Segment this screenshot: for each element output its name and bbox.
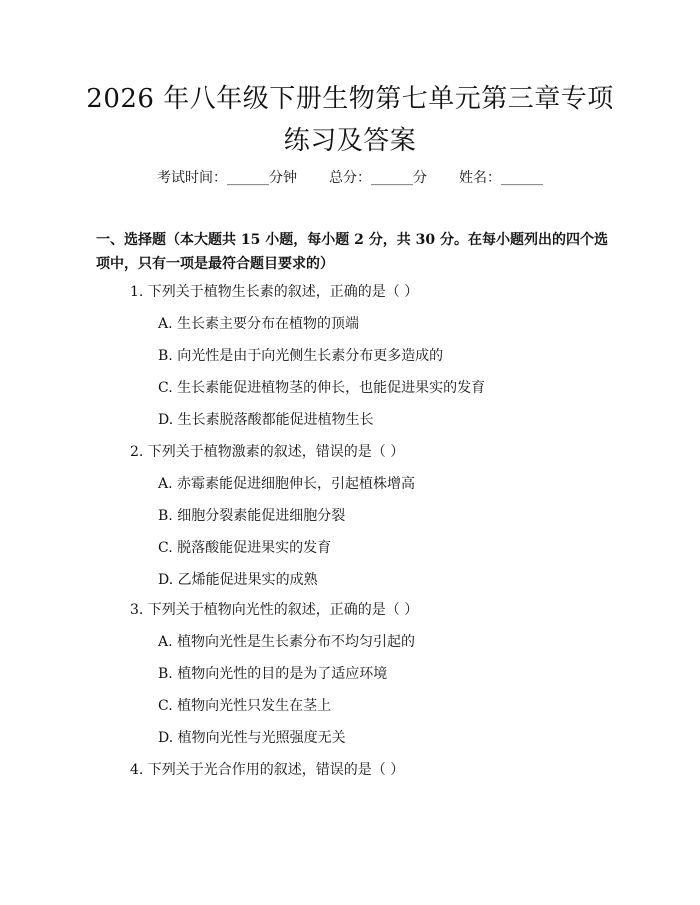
question-2-stem: 2. 下列关于植物激素的叙述，错误的是（ ） xyxy=(130,444,405,460)
exam-time: 考试时间：______分钟 xyxy=(157,170,297,186)
question-1-option-d: D. 生长素脱落酸都能促进植物生长 xyxy=(158,412,374,428)
question-2-option-b: B. 细胞分裂素能促进细胞分裂 xyxy=(158,508,346,524)
question-3-option-d: D. 植物向光性与光照强度无关 xyxy=(158,730,346,746)
question-1-stem: 1. 下列关于植物生长素的叙述，正确的是（ ） xyxy=(130,284,419,300)
document-title xyxy=(60,78,640,162)
question-2-option-c: C. 脱落酸能促进果实的发育 xyxy=(158,540,332,556)
student-name: 姓名：______ xyxy=(459,170,543,186)
title-line-1: 2026 年八年级下册生物第七单元第三章专项 xyxy=(86,84,614,114)
section-heading: 一、选择题（本大题共 15 小题，每小题 2 分，共 30 分。在每小题列出的四个选项中，只有一项是最符合题目要求的） xyxy=(96,232,608,272)
question-3-stem: 3. 下列关于植物向光性的叙述，正确的是（ ） xyxy=(130,602,419,618)
question-2-option-a: A. 赤霉素能促进细胞伸长，引起植株增高 xyxy=(158,476,416,492)
exam-score: 总分：______分 xyxy=(329,170,427,186)
question-3-option-b: B. 植物向光性的目的是为了适应环境 xyxy=(158,666,388,682)
question-1-option-c: C. 生长素能促进植物茎的伸长，也能促进果实的发育 xyxy=(158,380,486,396)
question-3-option-c: C. 植物向光性只发生在茎上 xyxy=(158,698,332,714)
title-line-2: 练习及答案 xyxy=(283,126,417,156)
question-1-option-a: A. 生长素主要分布在植物的顶端 xyxy=(158,316,360,332)
question-2-option-d: D. 乙烯能促进果实的成熟 xyxy=(158,572,318,588)
question-4-stem: 4. 下列关于光合作用的叙述，错误的是（ ） xyxy=(130,762,405,778)
question-1-option-b: B. 向光性是由于向光侧生长素分布更多造成的 xyxy=(158,348,444,364)
question-3-option-a: A. 植物向光性是生长素分布不均匀引起的 xyxy=(158,634,416,650)
exam-meta xyxy=(0,168,700,188)
